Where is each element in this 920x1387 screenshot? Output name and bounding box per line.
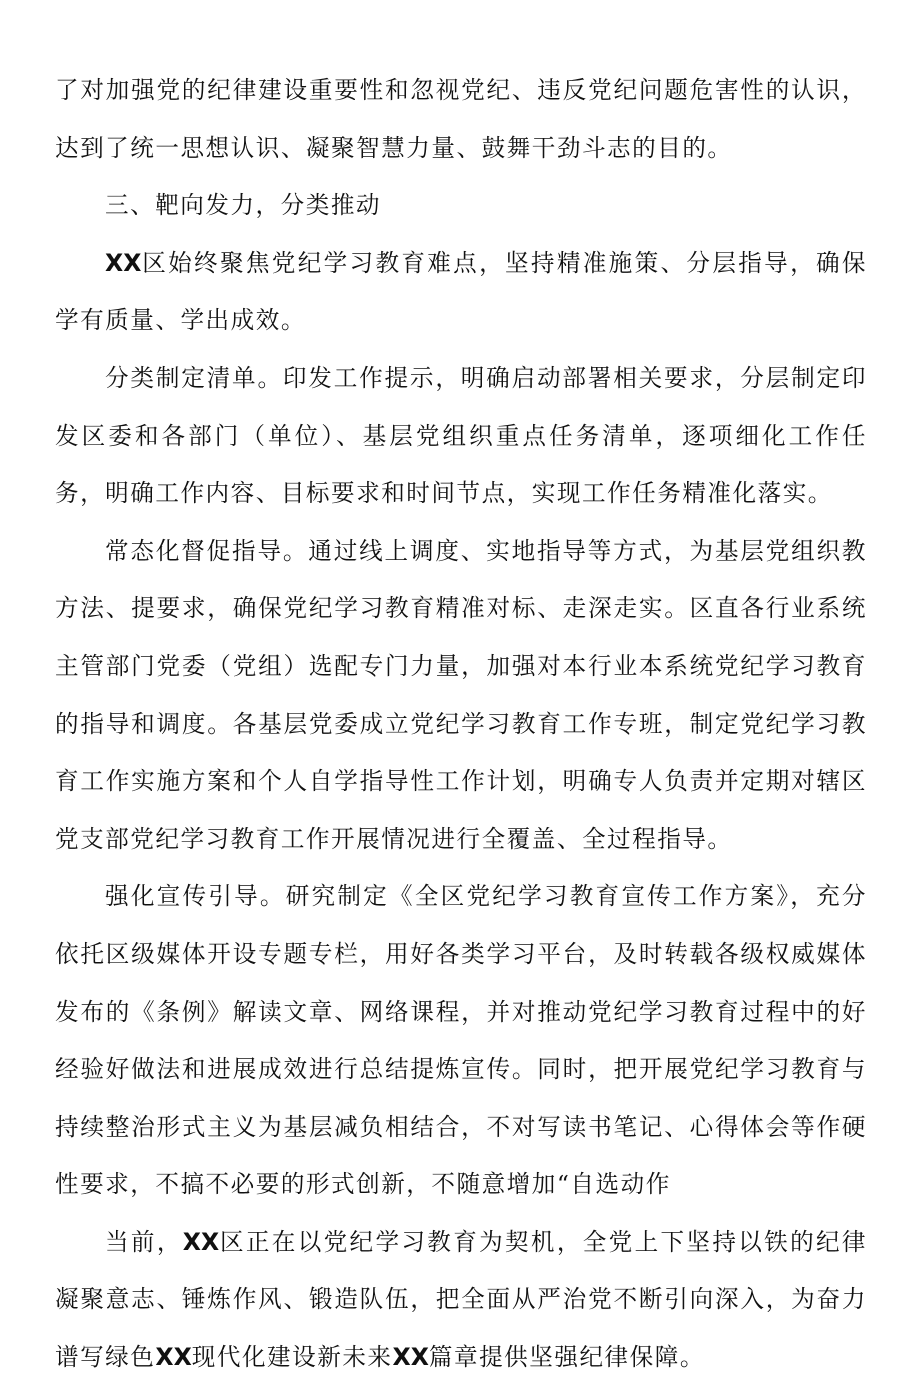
paragraph-text: 当前，	[105, 1227, 183, 1256]
paragraph-intro	[55, 235, 867, 350]
paragraph-text: 区正在以党纪学习教育为契机，全党上下坚持以铁的纪律凝聚意志、锤炼作风、锻造队伍，把全面从严治党不断引向深入，为奋力谱写绿色	[55, 1227, 868, 1372]
paragraph-supervision	[55, 523, 867, 869]
paragraph-classify-list	[55, 350, 867, 523]
paragraph-continuation: 了对加强党的纪律建设重要性和忽视党纪、违反党纪问题危害性的认识，达到了统一思想认识、凝聚智慧力量、鼓舞干劲斗志的目的。	[55, 76, 867, 162]
paragraph-publicity	[55, 868, 867, 1214]
paragraph-lead: 强化宣传引导。	[105, 882, 286, 911]
paragraph-text: 印发工作提示，明确启动部署相关要求，分层制定印发区委和各部门（单位）、基层党组织重点任务清单，逐项细化工作任务，明确工作内容、目标要求和时间节点，实现工作任务精准化落实。	[55, 363, 867, 508]
paragraph-text: 现代化建设新未来	[191, 1343, 393, 1372]
paragraph-text: 通过线上调度、实地指导等方式，为基层党组织教方法、提要求，确保党纪学习教育精准对标、走深走实。区直各行业系统主管部门党委（党组）选配专门力量，加强对本行业本系统党纪学习教育的指导和调度。各基层党委成立党纪学习教育工作专班，制定党纪学习教育工作实施方案和个人自学指导性工作计划，明确专人负责并定期对辖区党支部党纪学习教育工作开展情况进行全覆盖、全过程指导。	[55, 536, 868, 853]
section-heading: 三、靶向发力，分类推动	[105, 191, 382, 220]
paragraph-lead: 分类制定清单。	[105, 363, 283, 392]
paragraph-closing	[55, 1214, 867, 1387]
placeholder-xx: XX	[392, 1343, 429, 1372]
placeholder-xx: XX	[182, 1227, 220, 1256]
paragraph-text: 篇章提供坚强纪律保障。	[428, 1343, 705, 1372]
paragraph-text: 研究制定《全区党纪学习教育宣传工作方案》，充分依托区级媒体开设专题专栏，用好各类学习平台，及时转载各级权威媒体发布的《条例》解读文章、网络课程，并对推动党纪学习教育过程中的好经验好做法和进展成效进行总结提炼宣传。同时，把开展党纪学习教育与持续整治形式主义为基层减负相结合，不对写读书笔记、心得体会等作硬性要求，不搞不必要的形式创新，不随意增加“自选动作	[55, 882, 868, 1199]
paragraph-text: 区始终聚焦党纪学习教育难点，坚持精准施策、分层指导，确保学有质量、学出成效。	[55, 248, 867, 335]
paragraph-lead: 常态化督促指导。	[105, 536, 309, 565]
document-body	[55, 62, 867, 1387]
placeholder-xx: XX	[155, 1343, 192, 1372]
placeholder-xx: XX	[105, 248, 142, 277]
